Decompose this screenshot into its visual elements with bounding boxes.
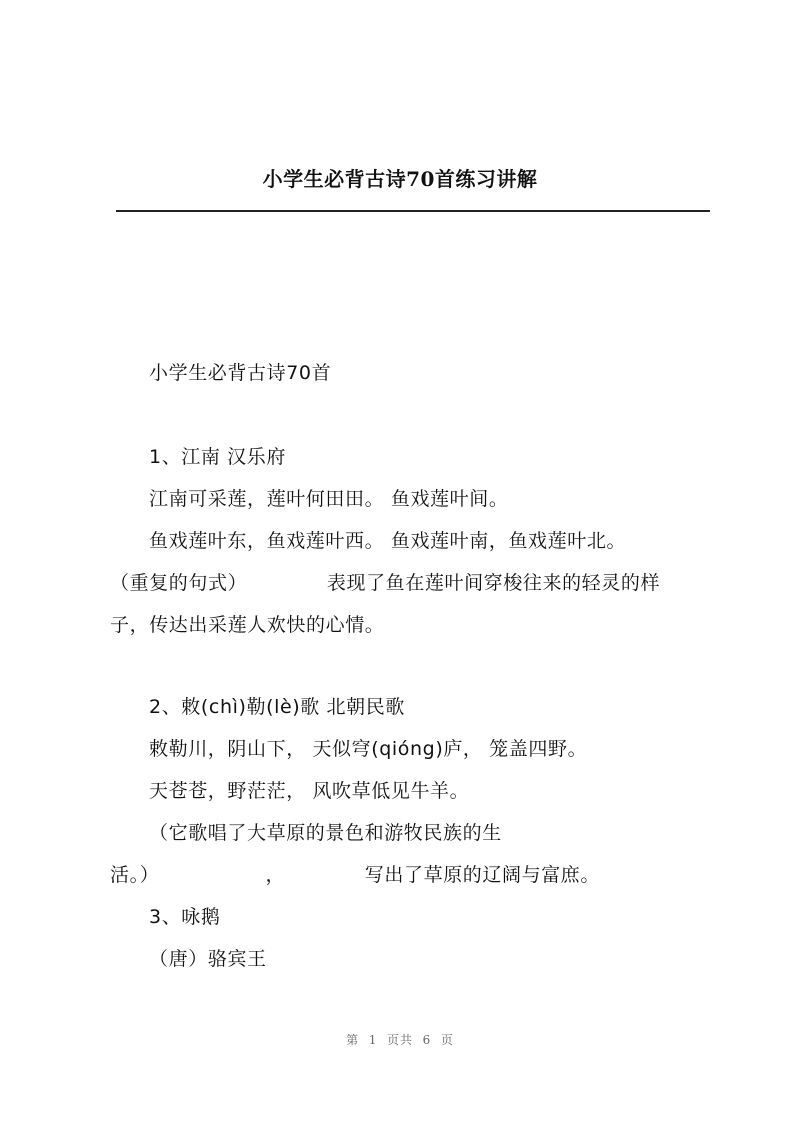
poem-author-line: （唐）骆宾王 [149,948,267,970]
commentary-line: 子，传达出采莲人欢快的心情。 [110,614,385,636]
poem-title-1: 1、江南 汉乐府 [149,446,286,468]
title-divider [116,210,710,212]
document-title: 小学生必背古诗70首练习讲解 [262,167,538,191]
commentary-line: 活。） ， 写出了草原的辽阔与富庶。 [110,864,601,886]
poem-title-3: 3、咏鹅 [149,906,221,928]
poem-line: 敕勒川，阴山下， 天似穹(qióng)庐， 笼盖四野。 [149,738,588,760]
poem-title-2: 2、敕(chì)勒(lè)歌 北朝民歌 [149,696,405,718]
poem-line: 鱼戏莲叶东，鱼戏莲叶西。 鱼戏莲叶南，鱼戏莲叶北。 [149,530,627,552]
section-heading: 小学生必背古诗70首 [149,362,332,384]
commentary-line: （它歌唱了大草原的景色和游牧民族的生 [149,822,502,844]
commentary-line: （重复的句式） 表现了鱼在莲叶间穿梭往来的轻灵的样 [110,572,661,594]
poem-line: 天苍苍，野茫茫， 风吹草低见牛羊。 [149,780,470,802]
page-number: 第 1 页共 6 页 [346,1033,454,1047]
poem-line: 江南可采莲，莲叶何田田。 鱼戏莲叶间。 [149,488,509,510]
